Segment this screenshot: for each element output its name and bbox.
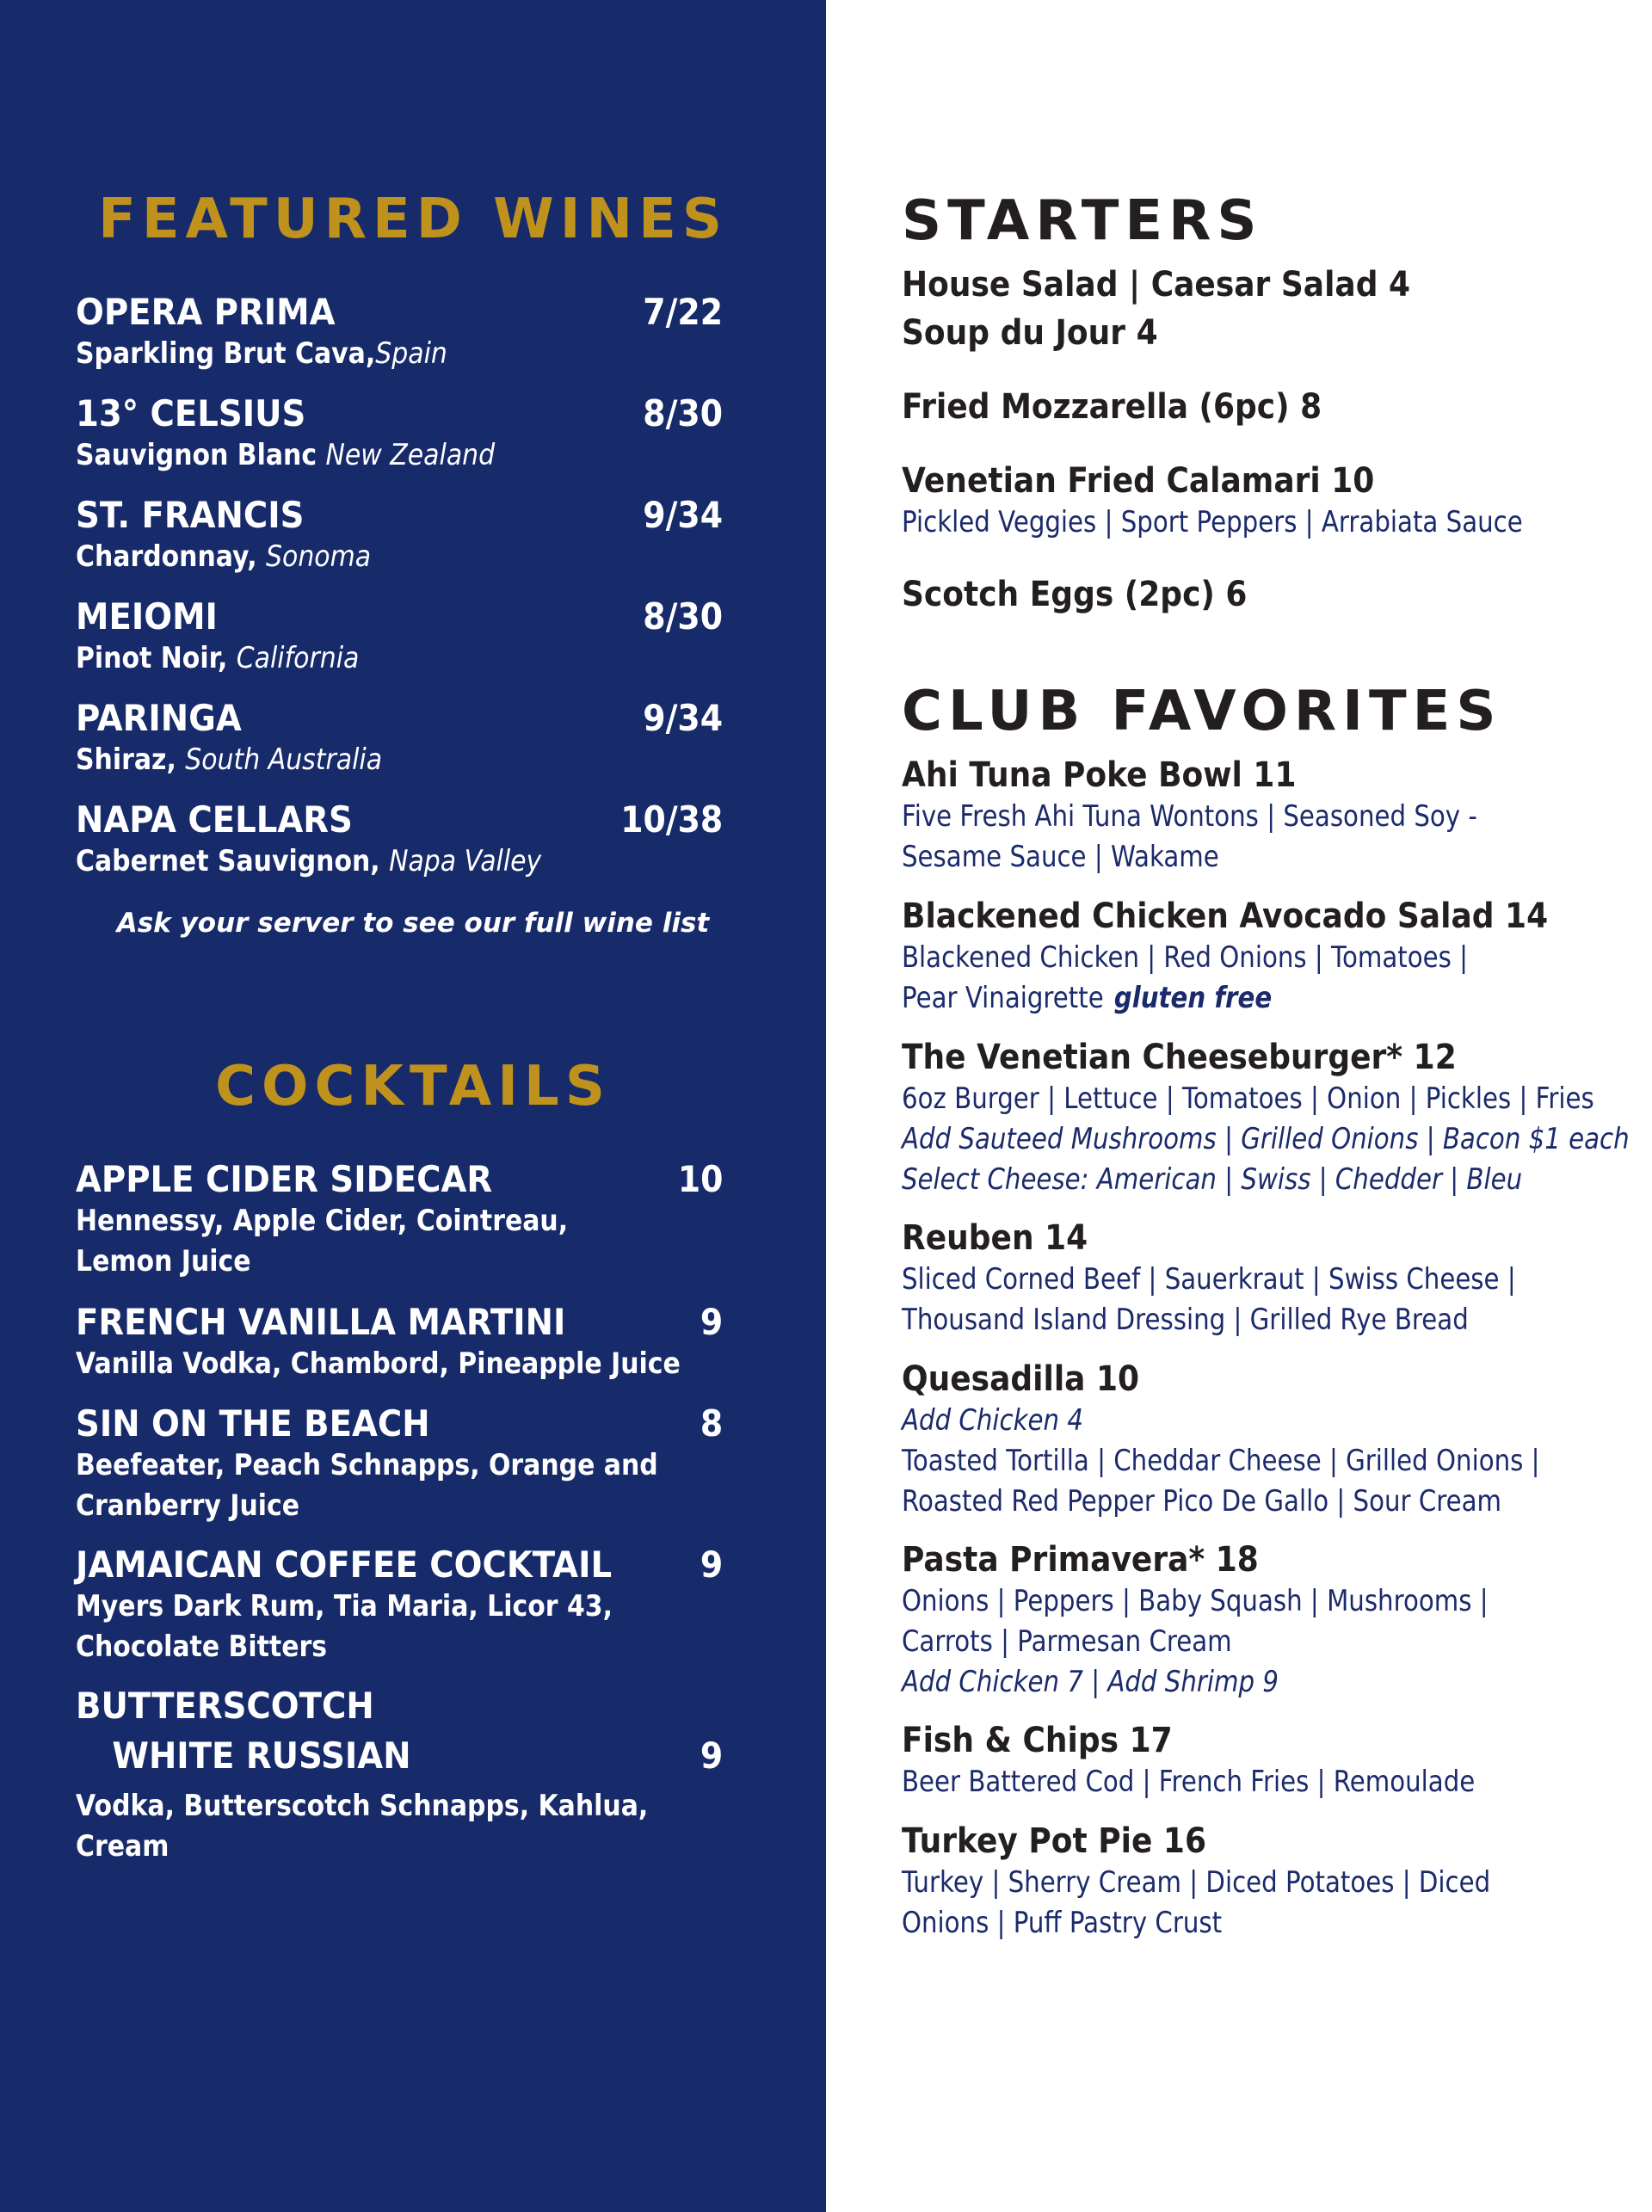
item-cheese-options: Select Cheese: American | Swiss | Chedder | Bleu (902, 1162, 1523, 1197)
wine-item (76, 291, 723, 373)
item-description: Onions | Puff Pastry Crust (902, 1906, 1223, 1940)
wine-varietal: Shiraz, (76, 742, 176, 777)
menu-item (902, 385, 1624, 428)
item-name: Venetian Fried Calamari 10 (902, 461, 1375, 501)
cocktail-item (76, 1402, 723, 1526)
wine-region: New Zealand (325, 438, 496, 472)
wine-region: Spain (375, 336, 447, 371)
item-name: Pasta Primavera* 18 (902, 1540, 1259, 1580)
cocktail-name-line1: BUTTERSCOTCH (76, 1685, 374, 1727)
item-description: Toasted Tortilla | Cheddar Cheese | Grilled Onions | (902, 1444, 1540, 1478)
wine-region: South Australia (185, 742, 383, 777)
wine-item (76, 595, 723, 678)
item-name: The Venetian Cheeseburger* 12 (902, 1038, 1457, 1077)
item-name: House Salad | Caesar Salad 4 (902, 265, 1411, 305)
menu-item (902, 1217, 1624, 1340)
menu-item (902, 1719, 1624, 1802)
item-addons: Add Chicken 4 (902, 1403, 1083, 1438)
wine-varietal: Sauvignon Blanc (76, 438, 317, 472)
cocktail-ingredients: Vanilla Vodka, Chambord, Pineapple Juice (76, 1346, 681, 1381)
cocktail-item (76, 1301, 723, 1384)
wine-region: Napa Valley (389, 844, 542, 878)
menu-item (902, 754, 1624, 878)
wine-varietal: Chardonnay, (76, 539, 257, 574)
wine-price: 8/30 (643, 595, 723, 638)
wine-varietal: Sparkling Brut Cava, (76, 336, 376, 371)
wine-name: 13° CELSIUS (76, 392, 306, 434)
cocktail-price: 10 (677, 1158, 723, 1200)
cocktail-ingredients: Hennessy, Apple Cider, Cointreau, (76, 1204, 569, 1238)
item-name: Turkey Pot Pie 16 (902, 1821, 1207, 1861)
cocktail-item (76, 1543, 723, 1667)
item-name: Fried Mozzarella (6pc) 8 (902, 387, 1322, 427)
item-addons: Add Chicken 7 | Add Shrimp 9 (902, 1665, 1279, 1699)
cocktail-ingredients: Chocolate Bitters (76, 1630, 328, 1664)
food-panel (826, 0, 1652, 2212)
wine-item (76, 494, 723, 576)
cocktail-price: 8 (700, 1402, 723, 1445)
wine-varietal: Cabernet Sauvignon, (76, 844, 380, 878)
item-name: Ahi Tuna Poke Bowl 11 (902, 755, 1297, 795)
menu-item (902, 1820, 1624, 1944)
wine-item (76, 697, 723, 779)
cocktail-price: 9 (700, 1734, 723, 1777)
cocktail-ingredients: Myers Dark Rum, Tia Maria, Licor 43, (76, 1589, 613, 1624)
cocktail-ingredients: Lemon Juice (76, 1244, 251, 1279)
cocktail-price: 9 (700, 1543, 723, 1586)
item-description: Five Fresh Ahi Tuna Wontons | Seasoned Soy - (902, 799, 1477, 834)
wine-price: 8/30 (643, 392, 723, 434)
cocktail-name: APPLE CIDER SIDECAR (76, 1158, 493, 1200)
cocktail-ingredients: Cranberry Juice (76, 1488, 300, 1523)
cocktail-name: JAMAICAN COFFEE COCKTAIL (76, 1543, 613, 1586)
item-description: Beer Battered Cod | French Fries | Remoulade (902, 1765, 1476, 1799)
wine-name: NAPA CELLARS (76, 798, 353, 841)
item-description: Sliced Corned Beef | Sauerkraut | Swiss Cheese | (902, 1262, 1516, 1297)
cocktail-ingredients: Cream (76, 1829, 170, 1864)
item-description: Blackened Chicken | Red Onions | Tomatoes | (902, 940, 1468, 975)
wine-name: OPERA PRIMA (76, 291, 336, 333)
wine-list-note: Ask your server to see our full wine list (116, 908, 710, 939)
menu-item (902, 573, 1624, 616)
wine-name: MEIOMI (76, 595, 218, 638)
gluten-free-tag: gluten free (1113, 981, 1273, 1015)
item-description: Turkey | Sherry Cream | Diced Potatoes | Diced (902, 1865, 1491, 1900)
cocktail-ingredients: Vodka, Butterscotch Schnapps, Kahlua, (76, 1789, 649, 1823)
featured-wines-title: FEATURED WINES (98, 188, 728, 251)
cocktails-title: COCKTAILS (215, 1055, 611, 1118)
menu-item (902, 1538, 1624, 1703)
wine-region: Sonoma (266, 539, 372, 574)
menu-item (902, 263, 1624, 354)
wine-price: 7/22 (643, 291, 723, 333)
cocktail-item (76, 1685, 723, 1867)
item-name: Reuben 14 (902, 1218, 1088, 1258)
wine-varietal: Pinot Noir, (76, 641, 228, 675)
item-description: Pear Vinaigrette (902, 981, 1104, 1015)
item-description: Onions | Peppers | Baby Squash | Mushrooms | (902, 1584, 1489, 1618)
menu-item (902, 459, 1624, 543)
wine-name: PARINGA (76, 697, 242, 739)
starters-title: STARTERS (902, 189, 1263, 253)
cocktail-name: SIN ON THE BEACH (76, 1402, 430, 1445)
item-addons: Add Sauteed Mushrooms | Grilled Onions | Bacon $1 each (902, 1122, 1630, 1156)
item-name: Quesadilla 10 (902, 1359, 1140, 1399)
menu-item (902, 1358, 1624, 1522)
item-name: Blackened Chicken Avocado Salad 14 (902, 897, 1549, 936)
wine-region: California (236, 641, 360, 675)
item-description: Roasted Red Pepper Pico De Gallo | Sour Cream (902, 1484, 1502, 1519)
wine-item (76, 392, 723, 475)
wine-price: 10/38 (620, 798, 723, 841)
menu-item (902, 1036, 1630, 1200)
item-description: Pickled Veggies | Sport Peppers | Arrabiata Sauce (902, 505, 1523, 539)
cocktail-name-line2: WHITE RUSSIAN (112, 1734, 411, 1777)
item-name: Soup du Jour 4 (902, 313, 1158, 353)
cocktail-item (76, 1158, 723, 1282)
menu-item (902, 895, 1624, 1019)
item-description: 6oz Burger | Lettuce | Tomatoes | Onion | Pickles | Fries (902, 1081, 1594, 1116)
wine-price: 9/34 (643, 697, 723, 739)
item-name: Scotch Eggs (2pc) 6 (902, 575, 1248, 614)
item-description: Thousand Island Dressing | Grilled Rye Bread (902, 1303, 1469, 1337)
wine-price: 9/34 (643, 494, 723, 536)
wine-item (76, 798, 723, 881)
cocktail-name: FRENCH VANILLA MARTINI (76, 1301, 566, 1343)
cocktail-price: 9 (700, 1301, 723, 1343)
item-name: Fish & Chips 17 (902, 1721, 1173, 1760)
cocktail-ingredients: Beefeater, Peach Schnapps, Orange and (76, 1448, 658, 1482)
club-favorites-title: CLUB FAVORITES (902, 680, 1502, 743)
item-description: Carrots | Parmesan Cream (902, 1624, 1232, 1659)
wine-name: ST. FRANCIS (76, 494, 305, 536)
item-description: Sesame Sauce | Wakame (902, 840, 1219, 874)
